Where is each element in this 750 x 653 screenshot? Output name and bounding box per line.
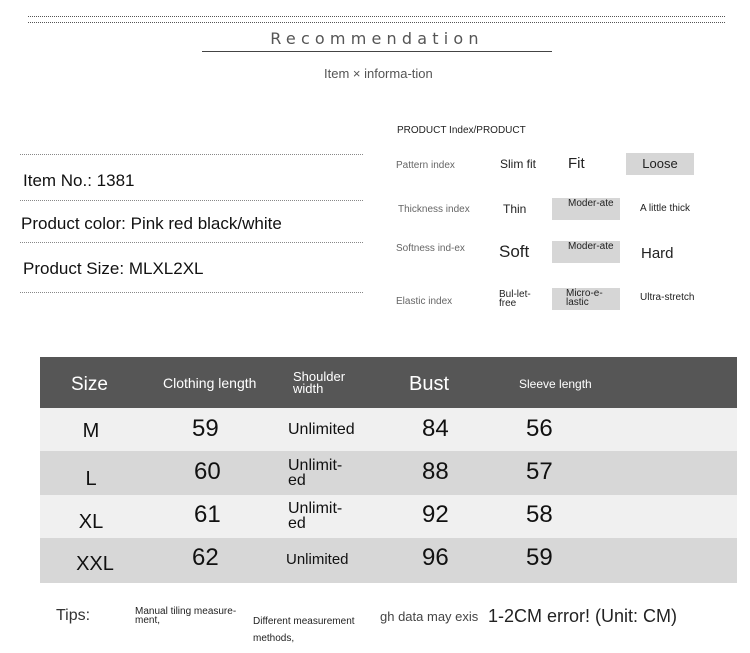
product-color: Product color: Pink red black/white: [21, 214, 282, 233]
cell-size: XL: [78, 511, 104, 533]
cell-sleeve: 57: [526, 458, 553, 485]
cell-length: 60: [194, 458, 221, 485]
cell-shoulder: Unlimit-ed: [288, 457, 343, 489]
tips-error-unit: 1-2CM error! (Unit: CM): [488, 606, 678, 626]
tips-data-may-exist: gh data may exis: [380, 609, 479, 624]
header-clothing-length: Clothing length: [163, 375, 257, 391]
table-row: [40, 538, 737, 583]
product-size: Product Size: MLXL2XL: [23, 259, 204, 278]
tips-measurement-methods: Different measurement methods,: [253, 616, 355, 644]
thickness-option-moderate: Moder-ate: [552, 198, 620, 220]
table-row: [40, 408, 737, 451]
softness-index-label: Softness ind-ex: [396, 243, 465, 254]
header-sleeve-length: Sleeve length: [519, 377, 592, 391]
cell-length: 59: [192, 415, 219, 442]
size-table-header: [40, 357, 737, 408]
softness-option-hard: Hard: [641, 245, 674, 262]
elastic-option-micro-elastic: Micro-e-lastic: [552, 288, 620, 310]
header-size: Size: [71, 374, 108, 395]
divider: [20, 242, 363, 243]
cell-sleeve: 59: [526, 544, 553, 571]
divider: [20, 200, 363, 201]
pattern-option-slim-fit: Slim fit: [500, 157, 536, 171]
cell-size: M: [82, 420, 100, 442]
recommendation-subtitle: Item × informa-tion: [324, 66, 433, 81]
thickness-index-label: Thickness index: [398, 204, 470, 215]
elastic-index-label: Elastic index: [396, 296, 453, 307]
pattern-option-fit: Fit: [568, 155, 585, 172]
cell-sleeve: 58: [526, 501, 553, 528]
product-index-heading: PRODUCT Index/PRODUCT: [397, 125, 526, 136]
tips-manual-tiling: Manual tiling measure-ment,: [135, 606, 237, 626]
thickness-option-thin: Thin: [503, 202, 527, 216]
cell-bust: 84: [422, 415, 449, 442]
cell-sleeve: 56: [526, 415, 553, 442]
tips-label: Tips:: [56, 607, 91, 624]
cell-shoulder: Unlimited: [288, 421, 355, 438]
softness-option-moderate: Moder-ate: [552, 241, 620, 263]
cell-length: 62: [192, 544, 219, 571]
elastic-option-bullet-free: Bul-let-free: [499, 289, 531, 309]
divider: [20, 154, 363, 155]
cell-size: XXL: [76, 553, 114, 575]
cell-size: L: [85, 468, 97, 490]
table-row: [40, 451, 737, 495]
table-row: [40, 495, 737, 538]
softness-option-soft: Soft: [499, 242, 530, 261]
cell-length: 61: [194, 501, 221, 528]
pattern-index-label: Pattern index: [396, 160, 455, 171]
cell-bust: 92: [422, 501, 449, 528]
size-table: [40, 357, 737, 583]
recommendation-title: Recommendation: [202, 29, 552, 52]
cell-shoulder: Unlimited: [286, 551, 349, 568]
cell-bust: 96: [422, 544, 449, 571]
elastic-option-ultra-stretch: Ultra-stretch: [640, 292, 695, 303]
header-shoulder-width: Shoulder width: [293, 369, 346, 396]
cell-bust: 88: [422, 458, 449, 485]
top-double-rule: [28, 16, 725, 23]
divider: [20, 292, 363, 293]
thickness-option-little-thick: A little thick: [640, 203, 691, 214]
pattern-option-loose: Loose: [626, 153, 694, 175]
item-number: Item No.: 1381: [23, 171, 135, 190]
cell-shoulder: Unlimit-ed: [288, 500, 343, 532]
header-bust: Bust: [409, 373, 450, 395]
